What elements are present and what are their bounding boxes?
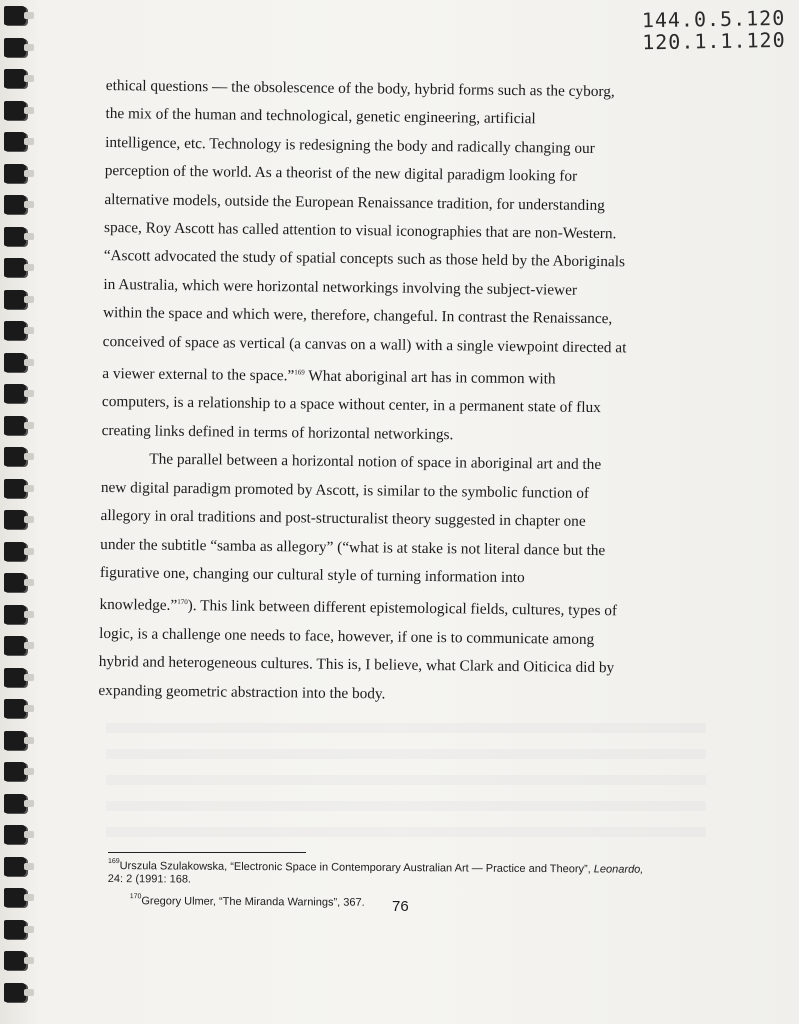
binding-ring — [4, 762, 26, 781]
footnote-170 — [108, 890, 718, 912]
binding-ring — [4, 951, 26, 970]
show-through-text — [106, 715, 706, 850]
binding-ring — [4, 132, 26, 151]
binding-ring — [4, 353, 26, 372]
body-text — [98, 72, 714, 712]
text-segment: knowledge.” — [99, 596, 178, 615]
page-number: 76 — [392, 898, 409, 915]
binding-ring — [4, 920, 26, 939]
text-line: figurative one, changing our cultural style of turning information into — [99, 563, 525, 587]
binding-ring — [4, 605, 26, 624]
footnote-text: Urszula Szulakowska, “Electronic Space in Contemporary Australian Art — Practice and Theory”, — [119, 860, 594, 876]
binding-ring — [4, 794, 26, 813]
paragraph-2 — [98, 445, 709, 712]
handwritten-line-2: 120.1.1.120 — [641, 27, 786, 55]
text-segment: What aboriginal art has in common with — [304, 367, 556, 388]
binding-ring — [4, 101, 26, 120]
footnote-text: Gregory Ulmer, “The Miranda Warnings”, 367. — [141, 895, 365, 909]
binding-ring — [4, 636, 26, 655]
text-line: allegory in oral traditions and post-structuralist theory suggested in chapter one — [100, 507, 586, 530]
binding-ring — [4, 416, 26, 435]
footnote-journal: Leonardo, — [593, 863, 644, 876]
text-segment: a viewer external to the space.” — [102, 365, 295, 385]
text-line: creating links defined in terms of horizontal networkings. — [101, 421, 454, 444]
binding-ring — [4, 731, 26, 750]
text-line: in Australia, which were horizontal networkings involving the subject-viewer — [103, 275, 578, 299]
text-line: alternative models, outside the European Renaissance tradition, for understanding — [104, 190, 605, 214]
binding-ring — [4, 321, 26, 340]
handwritten-line-1: 144.0.5.120 — [641, 5, 786, 33]
text-line: computers, is a relationship to a space without center, in a permanent state of flux — [101, 393, 601, 417]
text-line: intelligence, etc. Technology is redesigning the body and radically changing our — [105, 133, 595, 157]
binding-ring — [4, 857, 26, 876]
binding-ring — [4, 290, 26, 309]
footnotes — [108, 855, 718, 916]
binding-ring — [4, 164, 26, 183]
binding-ring — [4, 227, 26, 246]
text-line: “Ascott advocated the study of spatial concepts such as those held by the Aboriginals — [103, 247, 626, 271]
binding-ring — [4, 38, 26, 57]
binding-ring — [4, 510, 26, 529]
binding-ring — [4, 6, 26, 25]
binding-ring — [4, 195, 26, 214]
text-line: within the space and which were, therefore, changeful. In contrast the Renaissance, — [102, 304, 613, 328]
footnote-ref-169: 169 — [294, 368, 305, 377]
binding-ring — [4, 447, 26, 466]
text-line: under the subtitle “samba as allegory” (“what is at stake is not literal dance but the — [100, 535, 606, 559]
spiral-binding — [0, 0, 34, 1024]
text-segment: ). This link between different epistemological fields, cultures, types of — [187, 597, 618, 620]
text-line: new digital paradigm promoted by Ascott, is similar to the symbolic function of — [100, 478, 590, 502]
text-line: perception of the world. As a theorist of the new digital paradigm looking for — [104, 162, 578, 185]
binding-ring — [4, 258, 26, 277]
footnote-number: 170 — [129, 893, 142, 901]
binding-ring — [4, 69, 26, 88]
text-line: the mix of the human and technological, genetic engineering, artificial — [105, 105, 536, 128]
binding-ring — [4, 699, 26, 718]
binding-ring — [4, 825, 26, 844]
paragraph-1 — [101, 72, 714, 453]
handwritten-catalog-number — [642, 7, 793, 54]
text-line: conceived of space as vertical (a canvas on a wall) with a single viewpoint directed at — [102, 332, 627, 357]
text-line: logic, is a challenge one needs to face, however, if one is to communicate among — [99, 624, 595, 648]
footnote-text: 24: 2 (1991: 168. — [107, 872, 192, 886]
binding-ring — [4, 542, 26, 561]
footnote-divider — [108, 852, 306, 853]
footnote-169 — [108, 855, 718, 890]
binding-ring — [4, 888, 26, 907]
binding-ring — [4, 479, 26, 498]
binding-ring — [4, 668, 26, 687]
binding-ring — [4, 983, 26, 1002]
text-line: hybrid and heterogeneous cultures. This is, I believe, what Clark and Oiticica did by — [98, 653, 615, 677]
binding-ring — [4, 573, 26, 592]
text-line: The parallel between a horizontal notion of space in aboriginal art and the — [149, 450, 602, 474]
text-line: space, Roy Ascott has called attention to visual iconographies that are non-Western. — [103, 219, 617, 243]
text-line: expanding geometric abstraction into the body. — [98, 681, 386, 702]
text-line: ethical questions — the obsolescence of the body, hybrid forms such as the cyborg, — [105, 76, 615, 101]
footnote-number: 169 — [107, 857, 120, 866]
footnote-ref-170: 170 — [177, 598, 188, 607]
binding-ring — [4, 384, 26, 403]
